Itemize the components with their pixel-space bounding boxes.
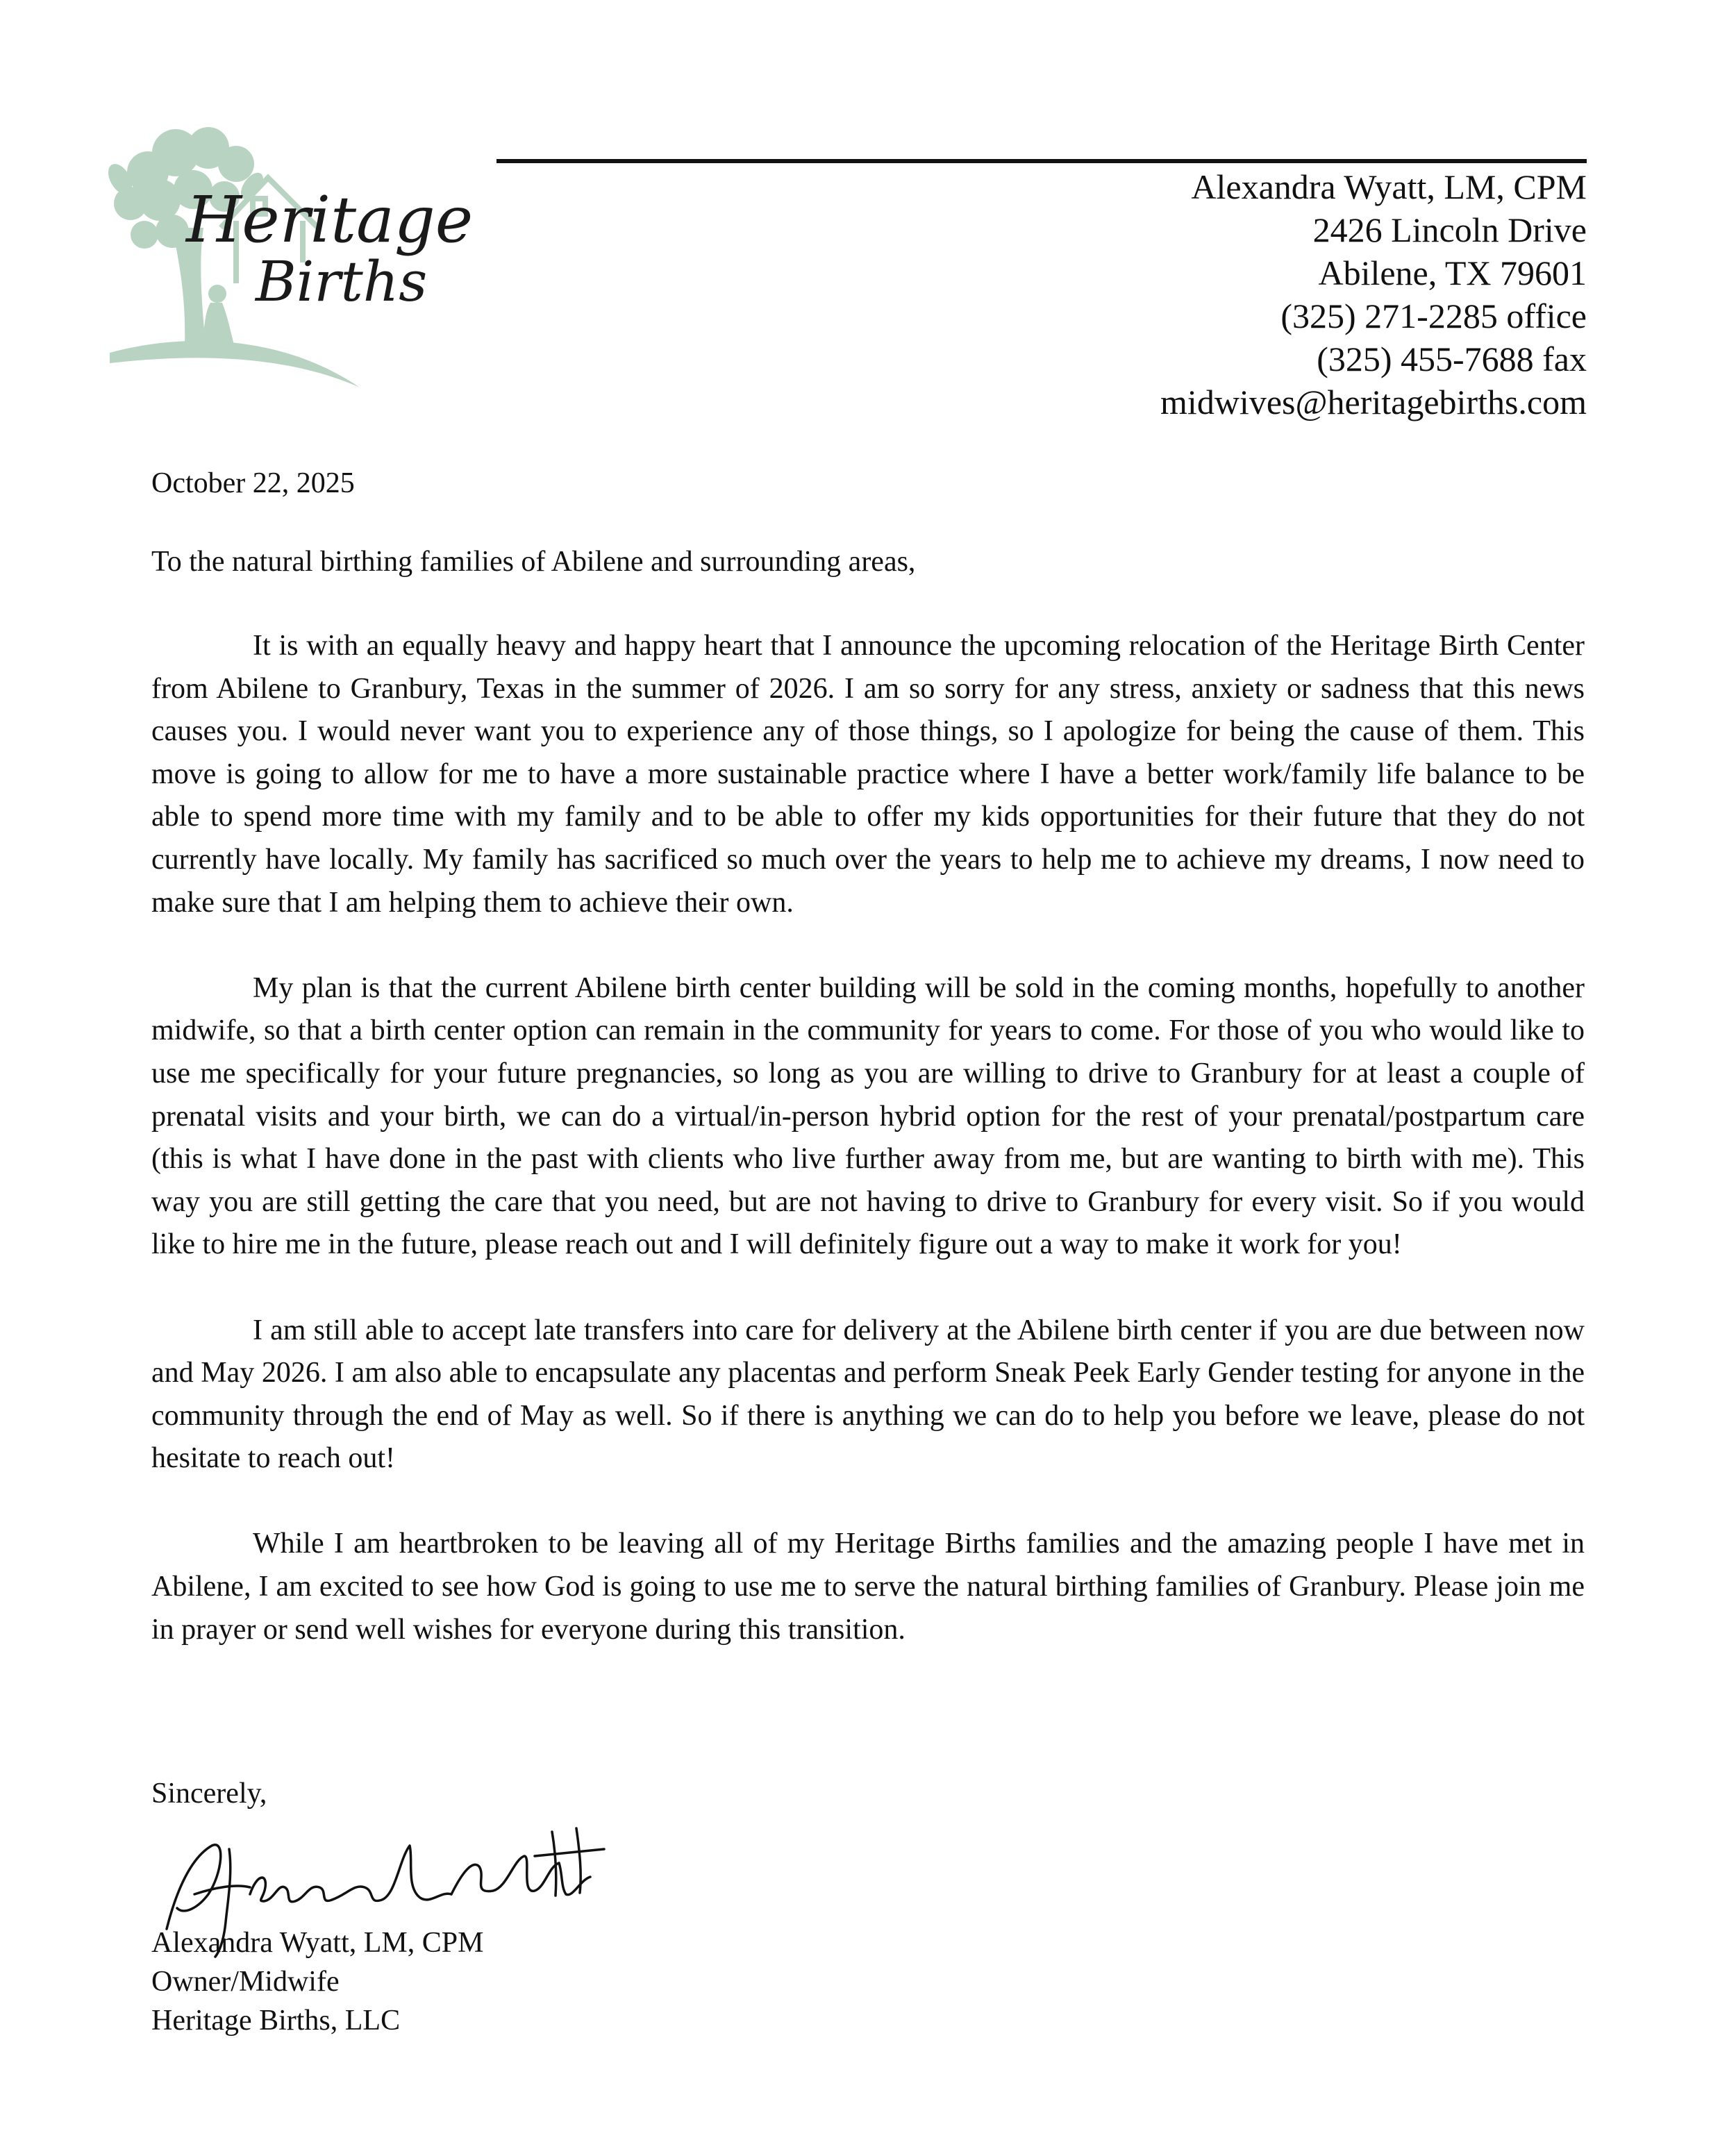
body-paragraph: My plan is that the current Abilene birth center building will be sold in the coming months, hopefully to another midwife, so that a birth center option can remain in the community for years to come. For those of you who would like to use me specifically for your future pregnancies, so long as you are willing to drive to Granbury for at least a couple of prenatal visits and your birth, we can do a virtual/in-person hybrid option for the rest of your prenatal/postpartum care (this is what I have done in the past with clients who live further away from me, but are wanting to birth with me). This way you are still getting the care that you need, but are not having to drive to Granbury for every visit. So if you would like to hire me in the future, please reach out and I will definitely figure out a way to make it work for you!	[151, 971, 1585, 1261]
letterhead-name: Alexandra Wyatt, LM, CPM	[1191, 167, 1587, 206]
signer-name: Alexandra Wyatt, LM, CPM	[151, 1927, 484, 1959]
body-paragraph: I am still able to accept late transfers into care for delivery at the Abilene birth center if you are due between now and May 2026. I am also able to encapsulate any placentas and perform Sneak Peek Early Gender testing for anyone in the community through the end of May as well. So if there is anything we can do to help you before we leave, please do not hesitate to reach out!	[151, 1314, 1585, 1475]
body-paragraph: It is with an equally heavy and happy heart that I announce the upcoming relocation of the Heritage Birth Center from Abilene to Granbury, Texas in the summer of 2026. I am so sorry for any stress, anxiety or sadness that this news causes you. I would never want you to experience any of those things, so I apologize for being the cause of them. This move is going to allow for me to have a more sustainable practice where I have a better work/family life balance to be able to spend more time with my family and to be able to offer my kids opportunities for their future that they do not currently have locally. My family has sacrificed so much over the years to help me to achieve my dreams, I now need to make sure that I am helping them to achieve their own.	[151, 630, 1585, 919]
header-rule	[496, 159, 1587, 163]
logo-births-text: Births	[256, 249, 428, 314]
letterhead-city: Abilene, TX 79601	[1318, 253, 1587, 292]
heritage-births-logo	[82, 124, 474, 401]
signature-block	[151, 1923, 483, 2040]
letter-salutation: To the natural birthing families of Abilene and surrounding areas,	[151, 546, 916, 578]
body-paragraph: While I am heartbroken to be leaving all of my Heritage Births families and the amazing people I have met in Abilene, I am excited to see how God is going to use me to serve the natural birthing families of Granbury. Please join me in prayer or send well wishes for everyone during this transition.	[151, 1528, 1585, 1646]
letterhead-fax: (325) 455-7688 fax	[1317, 340, 1587, 378]
signer-company: Heritage Births, LLC	[151, 2005, 401, 2037]
signer-title: Owner/Midwife	[151, 1966, 340, 1998]
letterhead-office-phone: (325) 271-2285 office	[1280, 296, 1587, 335]
letter-closing: Sincerely,	[151, 1778, 267, 1810]
letterhead-email: midwives@heritagebirths.com	[1160, 383, 1587, 421]
logo-heritage-text: Heritage	[186, 183, 474, 257]
letterhead-street: 2426 Lincoln Drive	[1312, 210, 1587, 249]
letter-body	[151, 625, 1585, 1694]
letter-date: October 22, 2025	[151, 467, 355, 499]
letterhead-contact	[823, 165, 1587, 424]
